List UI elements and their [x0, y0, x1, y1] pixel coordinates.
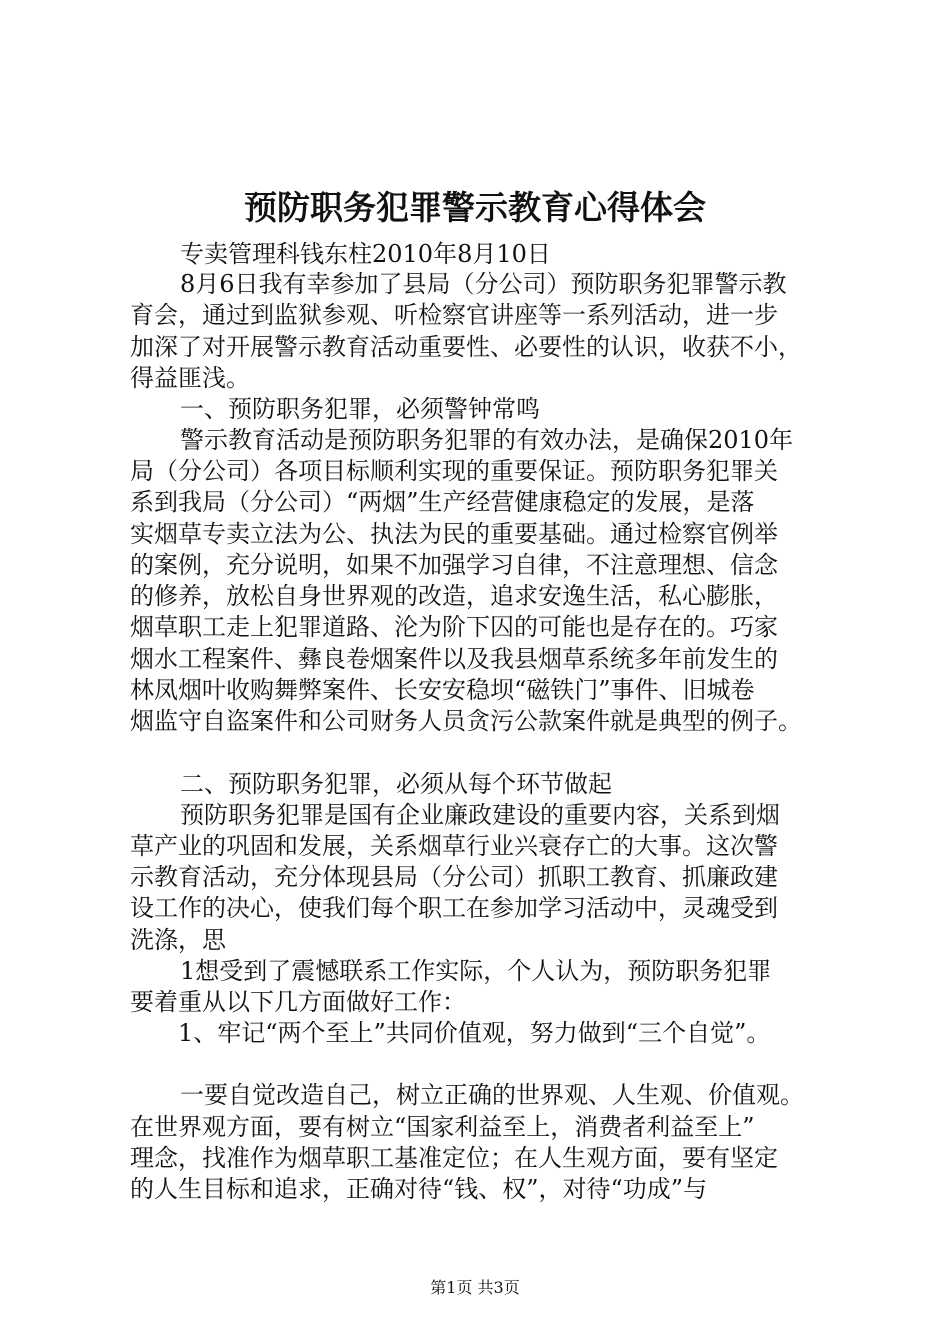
paragraph-line: 烟水工程案件、彝良卷烟案件以及我县烟草系统多年前发生的	[130, 645, 778, 673]
paragraph-line: 一要自觉改造自己，树立正确的世界观、人生观、价值观。	[180, 1081, 804, 1109]
paragraph-line: 理念，找准作为烟草职工基准定位；在人生观方面，要有坚定	[130, 1144, 778, 1172]
paragraph-line: 草产业的巩固和发展，关系烟草行业兴衰存亡的大事。这次警	[130, 832, 778, 860]
paragraph-line: 的人生目标和追求，正确对待“钱、权”，对待“功成”与	[130, 1175, 708, 1203]
paragraph-line: 洗涤，思	[130, 926, 226, 954]
paragraph-line: 在世界观方面，要有树立“国家利益至上，消费者利益至上”	[130, 1113, 755, 1141]
paragraph-line: 预防职务犯罪是国有企业廉政建设的重要内容，关系到烟	[180, 801, 780, 829]
section-heading-1: 一、预防职务犯罪，必须警钟常鸣	[180, 395, 540, 423]
paragraph-line: 的案例，充分说明，如果不加强学习自律，不注意理想、信念	[130, 551, 778, 579]
paragraph-line: 得益匪浅。	[130, 364, 250, 392]
numbered-item-1: 1、牢记“两个至上”共同价值观，努力做到“三个自觉”。	[178, 1019, 771, 1047]
paragraph-line: 林凤烟叶收购舞弊案件、长安安稳坝“磁铁门”事件、旧城卷	[130, 676, 755, 704]
paragraph-line: 示教育活动，充分体现县局（分公司）抓职工教育、抓廉政建	[130, 863, 778, 891]
paragraph-line: 实烟草专卖立法为公、执法为民的重要基础。通过检察官例举	[130, 520, 778, 548]
paragraph-line: 局（分公司）各项目标顺利实现的重要保证。预防职务犯罪关	[130, 457, 778, 485]
paragraph-line: 要着重从以下几方面做好工作：	[130, 988, 466, 1016]
paragraph-line: 设工作的决心，使我们每个职工在参加学习活动中，灵魂受到	[130, 894, 778, 922]
paragraph-line: 育会，通过到监狱参观、听检察官讲座等一系列活动，进一步	[130, 301, 778, 329]
page-title: 预防职务犯罪警示教育心得体会	[244, 188, 706, 227]
paragraph-line: 的修养，放松自身世界观的改造，追求安逸生活，私心膨胀，	[130, 582, 778, 610]
paragraph-line: 加深了对开展警示教育活动重要性、必要性的认识，收获不小，	[130, 333, 802, 361]
paragraph-line: 1想受到了震憾联系工作实际，个人认为，预防职务犯罪	[180, 957, 772, 985]
paragraph-line: 系到我局（分公司）“两烟”生产经营健康稳定的发展，是落	[130, 488, 755, 516]
paragraph-line: 烟监守自盗案件和公司财务人员贪污公款案件就是典型的例子。	[130, 707, 802, 735]
section-heading-2: 二、预防职务犯罪，必须从每个环节做起	[180, 770, 612, 798]
paragraph-line: 警示教育活动是预防职务犯罪的有效办法，是确保2010年	[180, 426, 794, 454]
author-date-line: 专卖管理科钱东柱2010年8月10日	[180, 240, 551, 268]
page-footer: 第1页 共3页	[430, 1278, 520, 1297]
paragraph-line: 烟草职工走上犯罪道路、沦为阶下囚的可能也是存在的。巧家	[130, 613, 778, 641]
paragraph-line: 8月6日我有幸参加了县局（分公司）预防职务犯罪警示教	[180, 270, 787, 298]
